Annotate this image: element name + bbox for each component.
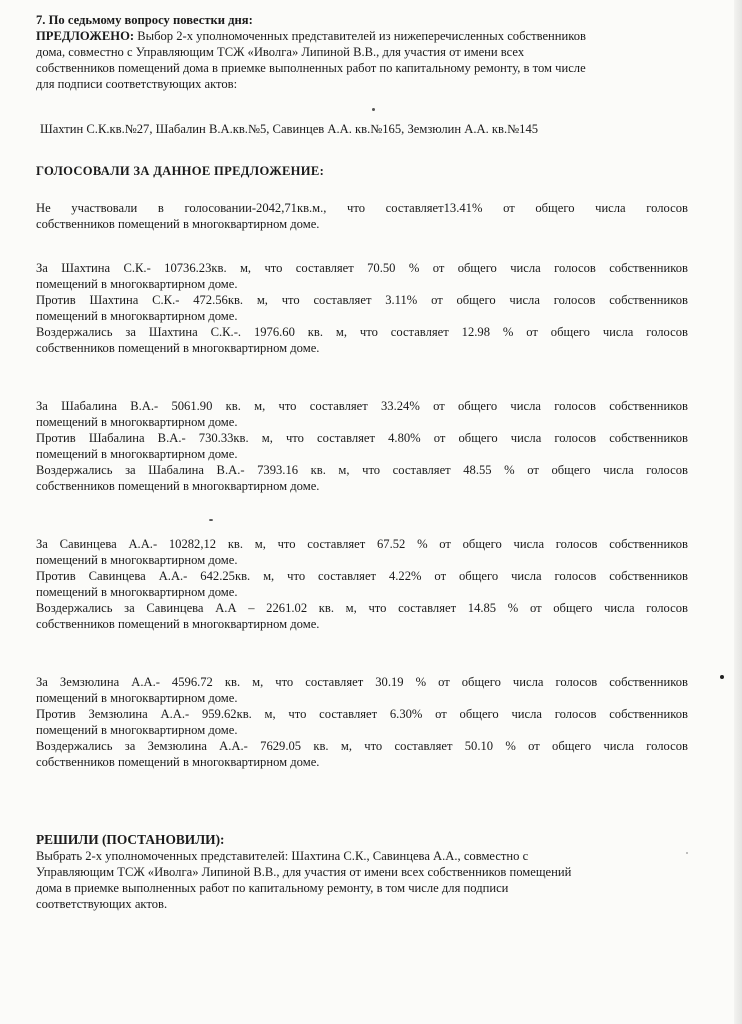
proposal-line: дома, совместно с Управляющим ТСЖ «Иволга» Липиной В.В., для участия от имени всех — [36, 45, 525, 59]
vote-against: Против Шабалина В.А.- 730.33кв. м, что составляет 4.80% от общего числа голосов собственников — [36, 431, 688, 445]
voting-heading: ГОЛОСОВАЛИ ЗА ДАННОЕ ПРЕДЛОЖЕНИЕ: — [36, 164, 325, 178]
scan-speck — [686, 852, 688, 854]
vote-abstained: Воздержались за Земзюлина А.А.- 7629.05 кв. м, что составляет 50.10 % от общего числа голосов — [36, 739, 688, 753]
vote-group-savintsev: За Савинцева А.А.- 10282,12 кв. м, что составляет 67.52 % от общего числа голосов собственников помещений в многоквартирном доме. Против Савинцева А.А.- 642.25кв. м, что составляет 4.22% от общего числа голосов собственников помещений в многоквартирном доме. Воздержались за Савинцева А.А – 2261.02 кв. м, что составляет 14.85 % от общего числа голосов собственников помещений в многоквартирном доме. — [36, 537, 688, 631]
not-participated: Не участвовали в голосовании-2042,71кв.м., что составляет13.41% от общего числа голосов собственников помещений в многоквартирном доме. — [36, 201, 688, 231]
vote-for: За Савинцева А.А.- 10282,12 кв. м, что составляет 67.52 % от общего числа голосов собственников — [36, 537, 688, 551]
vote-group-zemzyulin: За Земзюлина А.А.- 4596.72 кв. м, что составляет 30.19 % от общего числа голосов собственников помещений в многоквартирном доме. Против Земзюлина А.А.- 959.62кв. м, что составляет 6.30% от общего числа голосов собственников помещений в многоквартирном доме. Воздержались за Земзюлина А.А.- 7629.05 кв. м, что составляет 50.10 % от общего числа голосов собственников помещений в многоквартирном доме. — [36, 675, 688, 769]
decision-heading: РЕШИЛИ (ПОСТАНОВИЛИ): — [36, 832, 225, 847]
candidates-list: Шахтин С.К.кв.№27, Шабалин В.А.кв.№5, Савинцев А.А. кв.№165, Земзюлин А.А. кв.№145 — [40, 122, 539, 136]
decision-line: соответствующих актов. — [36, 897, 168, 911]
vote-for: За Земзюлина А.А.- 4596.72 кв. м, что составляет 30.19 % от общего числа голосов собственников — [36, 675, 688, 689]
vote-abstained: Воздержались за Савинцева А.А – 2261.02 кв. м, что составляет 14.85 % от общего числа голосов — [36, 601, 688, 615]
proposal-section — [36, 12, 688, 92]
decision-line: дома в приемке выполненных работ по капитальному ремонту, в том числе для подписи — [36, 881, 509, 895]
scan-speck — [720, 675, 724, 679]
proposal-line: собственников помещений дома в приемке выполненных работ по капитальному ремонту, в том числе — [36, 61, 586, 75]
scan-speck — [209, 519, 213, 521]
vote-for: За Шахтина С.К.- 10736.23кв. м, что составляет 70.50 % от общего числа голосов собственников — [36, 261, 688, 275]
decision-line: Выбрать 2-х уполномоченных представителей: Шахтина С.К., Савинцева А.А., совместно с — [36, 849, 529, 863]
vote-against: Против Савинцева А.А.- 642.25кв. м, что составляет 4.22% от общего числа голосов собственников — [36, 569, 688, 583]
proposal-line: ПРЕДЛОЖЕНО: Выбор 2-х уполномоченных представителей из нижеперечисленных собственников — [36, 29, 586, 43]
scan-speck — [372, 108, 375, 111]
vote-against: Против Земзюлина А.А.- 959.62кв. м, что составляет 6.30% от общего числа голосов собственников — [36, 707, 688, 721]
vote-abstained: Воздержались за Шахтина С.К.-. 1976.60 кв. м, что составляет 12.98 % от общего числа голосов — [36, 325, 688, 339]
page-edge-shadow — [734, 0, 742, 1024]
question-heading: 7. По седьмому вопросу повестки дня: — [36, 13, 253, 27]
vote-group-shakhtin: За Шахтина С.К.- 10736.23кв. м, что составляет 70.50 % от общего числа голосов собственников помещений в многоквартирном доме. Против Шахтина С.К.- 472.56кв. м, что составляет 3.11% от общего числа голосов собственников помещений в многоквартирном доме. Воздержались за Шахтина С.К.-. 1976.60 кв. м, что составляет 12.98 % от общего числа голосов собственников помещений в многоквартирном доме. — [36, 261, 688, 355]
vote-against: Против Шахтина С.К.- 472.56кв. м, что составляет 3.11% от общего числа голосов собственников — [36, 293, 688, 307]
proposal-line: для подписи соответствующих актов: — [36, 77, 238, 91]
vote-for: За Шабалина В.А.- 5061.90 кв. м, что составляет 33.24% от общего числа голосов собственников — [36, 399, 688, 413]
voting-section — [36, 163, 688, 179]
vote-abstained: Воздержались за Шабалина В.А.- 7393.16 кв. м, что составляет 48.55 % от общего числа голосов — [36, 463, 688, 477]
decision-section — [36, 832, 688, 912]
decision-line: Управляющим ТСЖ «Иволга» Липиной В.В., для участия от имени всех собственников помещений — [36, 865, 572, 879]
vote-group-shabalin: За Шабалина В.А.- 5061.90 кв. м, что составляет 33.24% от общего числа голосов собственников помещений в многоквартирном доме. Против Шабалина В.А.- 730.33кв. м, что составляет 4.80% от общего числа голосов собственников помещений в многоквартирном доме. Воздержались за Шабалина В.А.- 7393.16 кв. м, что составляет 48.55 % от общего числа голосов собственников помещений в многоквартирном доме. — [36, 399, 688, 493]
proposed-label: ПРЕДЛОЖЕНО: — [36, 29, 135, 43]
